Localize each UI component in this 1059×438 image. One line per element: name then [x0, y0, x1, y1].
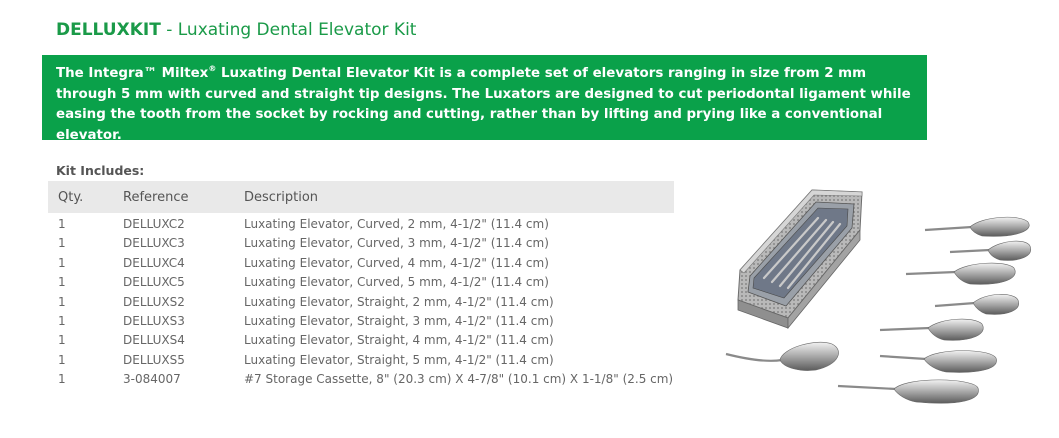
kit-table	[48, 181, 674, 390]
row-reference: DELLUXS5	[123, 352, 185, 367]
row-qty: 1	[58, 372, 66, 387]
row-qty: 1	[58, 275, 66, 290]
banner-brand: The Integra™ Miltex	[56, 66, 209, 81]
row-description: Luxating Elevator, Curved, 4 mm, 4-1/2" (11.4 cm)	[244, 255, 549, 270]
product-code: DELLUXKIT	[56, 20, 161, 40]
row-reference: DELLUXC3	[123, 236, 185, 251]
table-row	[48, 312, 674, 331]
row-qty: 1	[58, 294, 66, 309]
row-reference: DELLUXS3	[123, 313, 185, 328]
header-description: Description	[244, 190, 319, 205]
table-row	[48, 234, 674, 253]
table-row	[48, 254, 674, 273]
row-reference: DELLUXS2	[123, 294, 185, 309]
product-name: Luxating Dental Elevator Kit	[177, 20, 417, 40]
row-description: Luxating Elevator, Straight, 3 mm, 4-1/2" (11.4 cm)	[244, 313, 554, 328]
row-description: #7 Storage Cassette, 8" (20.3 cm) X 4-7/8" (10.1 cm) X 1-1/8" (2.5 cm)	[244, 372, 674, 387]
banner-text: Luxating Dental Elevator Kit is a complete set of elevators ranging in size from 2 mm through 5 mm with curved and straight tip designs. The Luxators are designed to cut periodontal ligament while easing the tooth from the socket by rocking and cutting, rather than by lifting and prying like a conventional elevator.	[56, 66, 911, 143]
row-qty: 1	[58, 217, 66, 231]
table-row	[48, 351, 674, 370]
row-reference: DELLUXS4	[123, 333, 185, 348]
table-row	[48, 293, 674, 312]
storage-cassette	[738, 190, 862, 328]
table-body	[48, 213, 674, 390]
header-reference: Reference	[123, 190, 189, 205]
row-reference: DELLUXC4	[123, 255, 185, 270]
title-separator: -	[160, 20, 178, 40]
registered-mark: ®	[208, 64, 217, 73]
row-description: Luxating Elevator, Curved, 3 mm, 4-1/2" (11.4 cm)	[244, 236, 549, 251]
kit-product-image	[720, 178, 1040, 428]
table-row	[48, 273, 674, 292]
row-description: Luxating Elevator, Curved, 5 mm, 4-1/2" (11.4 cm)	[244, 275, 549, 290]
row-description: Luxating Elevator, Curved, 2 mm, 4-1/2" (11.4 cm)	[244, 217, 549, 231]
row-qty: 1	[58, 236, 66, 251]
row-reference: 3-084007	[123, 372, 181, 387]
description-banner	[42, 55, 927, 143]
row-reference: DELLUXC5	[123, 275, 185, 290]
page-title	[56, 20, 416, 40]
row-reference: DELLUXC2	[123, 217, 185, 231]
row-description: Luxating Elevator, Straight, 2 mm, 4-1/2" (11.4 cm)	[244, 294, 554, 309]
table-row	[48, 370, 674, 389]
row-description: Luxating Elevator, Straight, 5 mm, 4-1/2" (11.4 cm)	[244, 352, 554, 367]
table-header	[48, 181, 674, 213]
row-qty: 1	[58, 255, 66, 270]
row-description: Luxating Elevator, Straight, 4 mm, 4-1/2" (11.4 cm)	[244, 333, 554, 348]
header-qty: Qty.	[58, 190, 84, 205]
kit-includes-label: Kit Includes:	[56, 163, 145, 178]
row-qty: 1	[58, 352, 66, 367]
table-row	[48, 331, 674, 350]
row-qty: 1	[58, 333, 66, 348]
table-row	[48, 215, 674, 234]
row-qty: 1	[58, 313, 66, 328]
